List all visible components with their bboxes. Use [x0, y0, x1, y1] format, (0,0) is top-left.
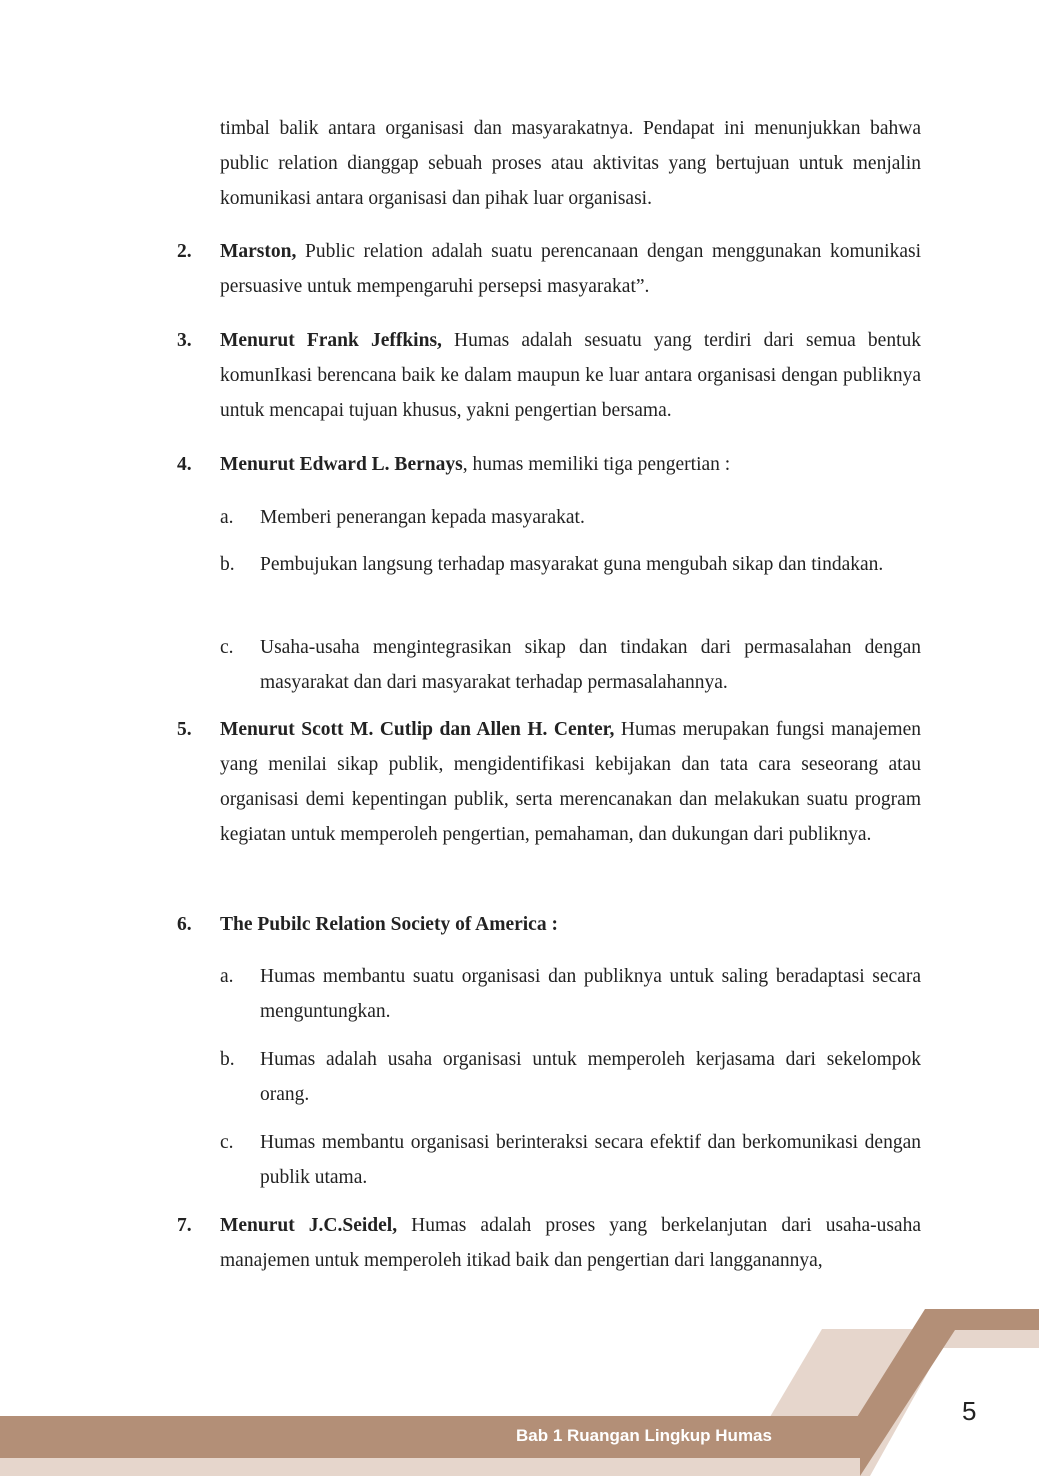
- list-number: 6.: [177, 914, 192, 935]
- list-number: 3.: [177, 330, 192, 351]
- sub-item-text: Humas membantu suatu organisasi dan publiknya untuk saling beradaptasi secara menguntungkan.: [260, 966, 921, 1022]
- list-item-text: Humas adalah proses yang berkelanjutan dari usaha-usaha manajemen untuk memperoleh itikad baik dan pengertian dari langganannya,: [220, 1215, 921, 1271]
- list-item-heading: Menurut J.C.Seidel,: [220, 1215, 398, 1236]
- sub-item-text: Humas adalah usaha organisasi untuk memperoleh kerjasama dari sekelompok orang.: [260, 1049, 921, 1105]
- list-item-heading: Menurut Scott M. Cutlip dan Allen H. Center,: [220, 719, 615, 740]
- sub-item-letter: b.: [220, 1049, 235, 1070]
- list-item-text: Public relation adalah suatu perencanaan dengan menggunakan komunikasi persuasive untuk mempengaruhi persepsi masyarakat”.: [220, 241, 921, 297]
- intro-paragraph: timbal balik antara organisasi dan masyarakatnya. Pendapat ini menunjukkan bahwa public relation dianggap sebuah proses atau aktivitas yang bertujuan untuk menjalin komunikasi antara organisasi dan pihak luar organisasi.: [220, 118, 921, 209]
- sub-item-letter: c.: [220, 637, 234, 658]
- list-item-heading: The Pubilc Relation Society of America :: [220, 914, 558, 935]
- chapter-title: Bab 1 Ruangan Lingkup Humas: [516, 1426, 772, 1445]
- sub-item-text: Memberi penerangan kepada masyarakat.: [260, 507, 585, 528]
- sub-item-letter: a.: [220, 966, 234, 987]
- list-item-text: Humas merupakan fungsi manajemen yang menilai sikap publik, mengidentifikasi kebijakan dan tata cara seseorang atau organisasi demi kepentingan publik, serta merencanakan dan melakukan suatu program kegiatan untuk memperoleh pengertian, pemahaman, dan dukungan dari publiknya.: [220, 719, 921, 845]
- page-number: 5: [962, 1396, 977, 1426]
- sub-item-letter: a.: [220, 507, 234, 528]
- sub-item-text: Usaha-usaha mengintegrasikan sikap dan tindakan dari permasalahan dengan masyarakat dan dari masyarakat terhadap permasalahannya.: [260, 637, 921, 693]
- list-item-heading: Menurut Edward L. Bernays: [220, 454, 463, 475]
- sub-item-letter: c.: [220, 1132, 234, 1153]
- list-item-text: Humas adalah sesuatu yang terdiri dari semua bentuk komunIkasi berencana baik ke dalam maupun ke luar antara organisasi dengan publiknya untuk mencapai tujuan khusus, yakni pengertian bersama.: [220, 330, 921, 421]
- footer-light-band: [0, 1458, 860, 1476]
- list-item-heading: Menurut Frank Jeffkins,: [220, 330, 442, 351]
- list-item-text: , humas memiliki tiga pengertian :: [462, 454, 731, 475]
- sub-item-letter: b.: [220, 554, 235, 575]
- list-number: 4.: [177, 454, 192, 475]
- sub-item-text: Humas membantu organisasi berinteraksi secara efektif dan berkomunikasi dengan publik utama.: [260, 1132, 921, 1188]
- list-item-heading: Marston,: [220, 241, 297, 262]
- sub-item-text: Pembujukan langsung terhadap masyarakat guna mengubah sikap dan tindakan.: [260, 554, 884, 575]
- list-number: 2.: [177, 241, 192, 262]
- list-number: 5.: [177, 719, 192, 740]
- list-number: 7.: [177, 1215, 192, 1236]
